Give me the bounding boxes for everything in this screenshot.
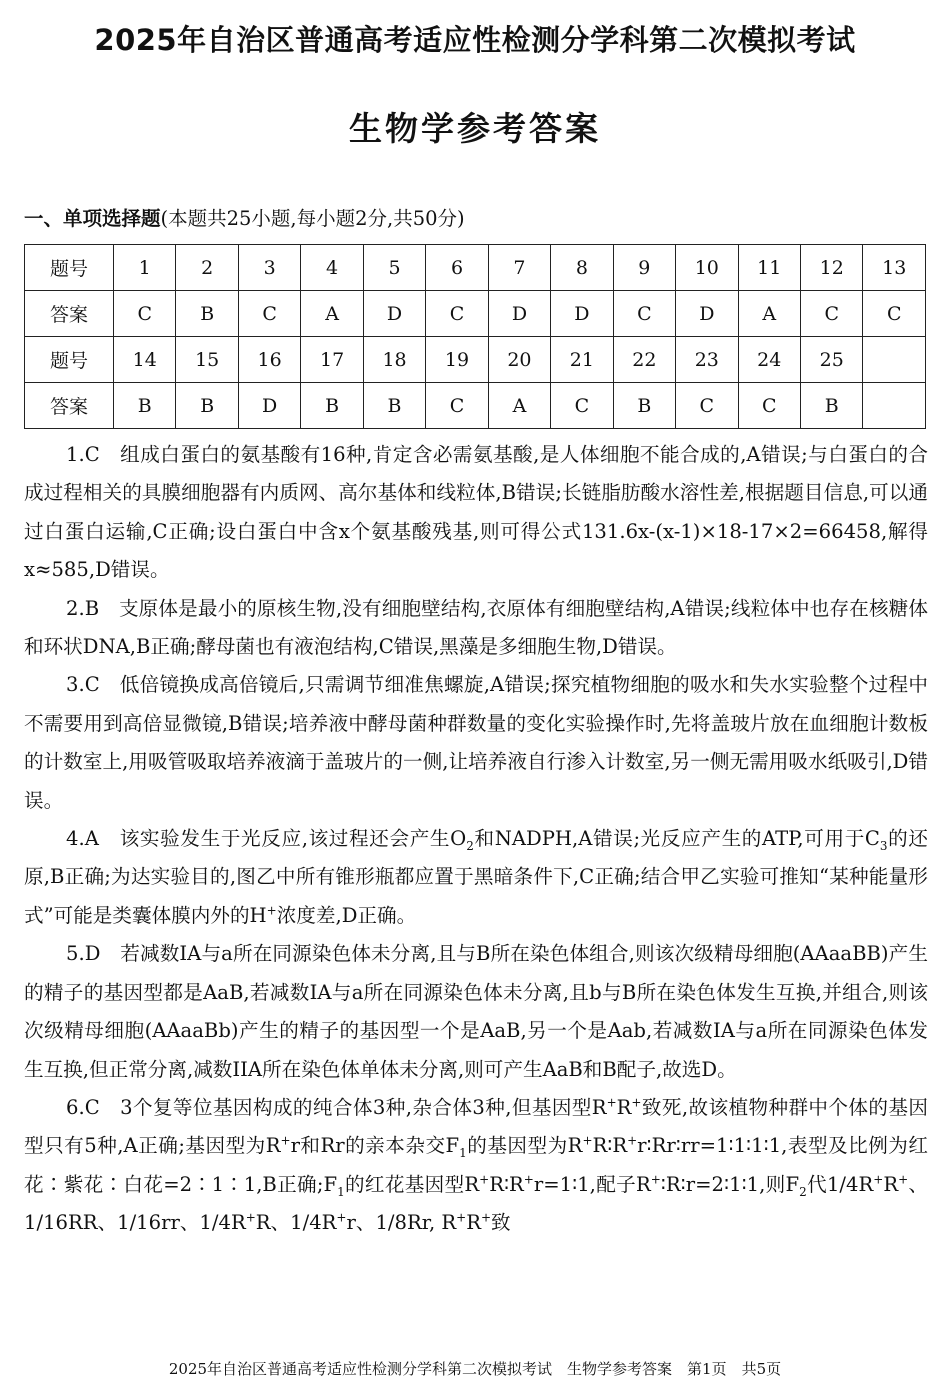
row-label: 答案 xyxy=(25,291,114,337)
table-cell: D xyxy=(488,291,550,337)
table-cell: 12 xyxy=(800,245,862,291)
table-row xyxy=(25,383,926,429)
table-cell: 19 xyxy=(426,337,488,383)
table-cell: D xyxy=(551,291,613,337)
table-cell: B xyxy=(363,383,425,429)
row-label: 题号 xyxy=(25,245,114,291)
explanations xyxy=(24,436,928,1243)
table-row xyxy=(25,291,926,337)
table-cell: A xyxy=(301,291,363,337)
table-cell: 8 xyxy=(551,245,613,291)
table-row xyxy=(25,337,926,383)
table-cell: A xyxy=(488,383,550,429)
explanation-q3: 3.C 低倍镜换成高倍镜后,只需调节细准焦螺旋,A错误;探究植物细胞的吸水和失水实验整个过程中不需要用到高倍显微镜,B错误;培养液中酵母菌种群数量的变化实验操作时,先将盖玻片放在血细胞计数板的计数室上,用吸管吸取培养液滴于盖玻片的一侧,让培养液自行渗入计数室,另一侧无需用吸水纸吸引,D错误。 xyxy=(24,673,928,812)
table-cell: 13 xyxy=(863,245,926,291)
table-cell: 1 xyxy=(114,245,176,291)
section-heading xyxy=(24,203,465,231)
table-cell: C xyxy=(613,291,675,337)
table-cell: 5 xyxy=(363,245,425,291)
table-cell: D xyxy=(676,291,738,337)
row-label: 答案 xyxy=(25,383,114,429)
exam-title: 2025年自治区普通高考适应性检测分学科第二次模拟考试 xyxy=(94,23,856,57)
table-cell: C xyxy=(738,383,800,429)
table-cell: 14 xyxy=(114,337,176,383)
explanation-q4: 4.A 该实验发生于光反应,该过程还会产生$O_2$和NADPH,A错误;光反应产生的ATP,可用于$C_3$的还原,B正确;为达实验目的,图乙中所有锥形瓶都应置于黑暗条件下,C正确;结合甲乙实验可推知“某种能量形式”可能是类囊体膜内外的H+浓度差,D正确。 xyxy=(24,827,928,927)
table-cell: B xyxy=(176,383,238,429)
row-label: 题号 xyxy=(25,337,114,383)
explanation-q5: 5.D 若减数IA与a所在同源染色体未分离,且与B所在染色体组合,则该次级精母细胞(AAaaBB)产生的精子的基因型都是AaB,若减数IA与a所在同源染色体未分离,且b与B所在染色体发生互换,并组合,则该次级精母细胞(AAaaBb)产生的精子的基因型一个是AaB,另一个是Aab,若减数IA与a所在同源染色体发生互换,但正常分离,减数IIA所在染色体单体未分离,则可产生AaB和B配子,故选D。 xyxy=(24,942,928,1081)
table-cell: C xyxy=(238,291,300,337)
table-cell: C xyxy=(426,383,488,429)
table-cell: B xyxy=(301,383,363,429)
table-cell: C xyxy=(114,291,176,337)
explanation-q1: 1.C 组成白蛋白的氨基酸有16种,肯定含必需氨基酸,是人体细胞不能合成的,A错误;与白蛋白的合成过程相关的具膜细胞器有内质网、高尔基体和线粒体,B错误;长链脂肪酸水溶性差,根据题目信息,可以通过白蛋白运输,C正确;设白蛋白中含x个氨基酸残基,则可得公式131.6x-(x-1)×18-17×2=66458,解得x≈585,D错误。 xyxy=(24,443,928,582)
table-cell: 11 xyxy=(738,245,800,291)
table-cell: C xyxy=(863,291,926,337)
table-cell: 17 xyxy=(301,337,363,383)
table-cell: B xyxy=(176,291,238,337)
table-cell: C xyxy=(676,383,738,429)
table-cell: 6 xyxy=(426,245,488,291)
table-row xyxy=(25,245,926,291)
table-cell: C xyxy=(551,383,613,429)
section-note: (本题共25小题,每小题2分,共50分) xyxy=(160,207,465,230)
table-cell: B xyxy=(114,383,176,429)
table-cell: 23 xyxy=(676,337,738,383)
explanation-q6: 6.C 3个复等位基因构成的纯合体3种,杂合体3种,但基因型R+R+致死,故该植物种群中个体的基因型只有5种,A正确;基因型为R+r和Rr的亲本杂交$F_1$的基因型为R+R∶R+r∶Rr∶rr=1∶1∶1∶1,表型及比例为红花∶紫花∶白花=2∶1∶1,B正确$;F_1$的红花基因型R+R∶R+r=1∶1,配子R+∶R∶r=2∶1∶1,则$F_2$代1/4R+R+、1/16RR、1/16rr、1/4R+R、1/4R+r、1/8Rr, R+R+致 xyxy=(24,1095,929,1235)
table-cell: 7 xyxy=(488,245,550,291)
table-cell: B xyxy=(613,383,675,429)
table-cell: 25 xyxy=(800,337,862,383)
table-cell: D xyxy=(238,383,300,429)
answer-table xyxy=(24,244,926,429)
table-cell: 22 xyxy=(613,337,675,383)
table-cell: C xyxy=(426,291,488,337)
explanation-q2: 2.B 支原体是最小的原核生物,没有细胞壁结构,衣原体有细胞壁结构,A错误;线粒体中也存在核糖体和环状DNA,B正确;酵母菌也有液泡结构,C错误,黑藻是多细胞生物,D错误。 xyxy=(24,596,928,659)
page-footer: 2025年自治区普通高考适应性检测分学科第二次模拟考试 生物学参考答案 第1页 共5页 xyxy=(168,1360,782,1378)
table-cell xyxy=(863,383,926,429)
table-cell xyxy=(863,337,926,383)
table-cell: 4 xyxy=(301,245,363,291)
table-cell: 24 xyxy=(738,337,800,383)
answer-key-title: 生物学参考答案 xyxy=(349,109,601,148)
table-cell: 16 xyxy=(238,337,300,383)
table-cell: 10 xyxy=(676,245,738,291)
table-cell: D xyxy=(363,291,425,337)
table-cell: 3 xyxy=(238,245,300,291)
table-cell: C xyxy=(800,291,862,337)
table-cell: 18 xyxy=(363,337,425,383)
section-title: 一、单项选择题 xyxy=(24,207,161,230)
table-cell: 15 xyxy=(176,337,238,383)
table-cell: 9 xyxy=(613,245,675,291)
table-cell: B xyxy=(800,383,862,429)
table-cell: 2 xyxy=(176,245,238,291)
table-cell: 20 xyxy=(488,337,550,383)
table-cell: A xyxy=(738,291,800,337)
table-cell: 21 xyxy=(551,337,613,383)
